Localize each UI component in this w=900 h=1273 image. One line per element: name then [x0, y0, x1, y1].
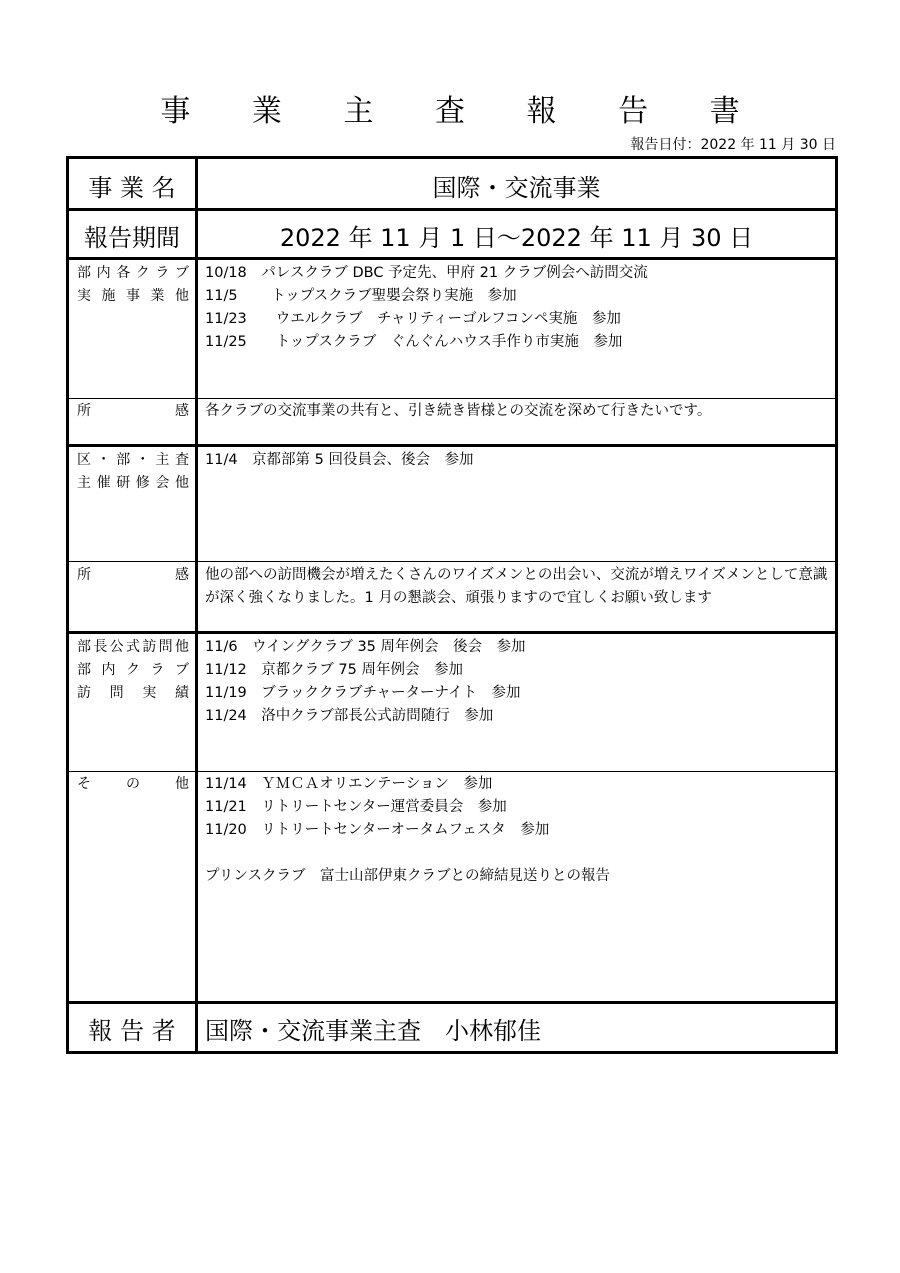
impression-text: 他の部への訪問機会が増えたくさんのワイズメンとの出会い、交流が増えワイズメンとして意識が深く強くなりました。1 月の懇談会、頑張りますので宜しくお願い致します: [205, 567, 828, 606]
list-item: 11/5 トップスクラブ聖嬰会祭り実施 参加: [205, 288, 517, 304]
reporter-label: 報 告 者: [88, 1017, 176, 1045]
row-divider: [69, 771, 835, 772]
list-item: 11/4 京都部第 5 回役員会、後会 参加: [205, 452, 474, 468]
impression-label-text: 所 感: [77, 567, 189, 583]
club-events-label: [77, 262, 189, 308]
impression-label-text: 所 感: [77, 403, 189, 419]
row-divider: [69, 1001, 835, 1004]
list-item: 11/25 トップスクラブ ぐんぐんハウス手作り市実施 参加: [205, 334, 623, 350]
seminar-label: [77, 449, 189, 495]
list-item: [205, 842, 829, 865]
report-period-value: 2022 年 11 月 1 日〜2022 年 11 月 30 日: [279, 224, 754, 252]
business-name-value: 国際・交流事業: [432, 174, 601, 202]
list-item: 11/20 リトリートセンターオータムフェスタ 参加: [205, 822, 550, 838]
seminar-label-line: 区・部・主査: [77, 452, 189, 468]
row-divider: [69, 208, 835, 211]
list-item: 10/18 パレスクラブ DBC 予定先、甲府 21 クラブ例会へ訪問交流: [205, 265, 648, 281]
other-label-text: そ の 他: [77, 776, 189, 792]
row-divider: [69, 444, 835, 447]
official-visits-label: [77, 636, 189, 705]
club-events-label-line: 部内各クラブ: [77, 265, 189, 281]
reporter-value: 国際・交流事業主査 小林郁佳: [205, 1017, 541, 1045]
row-divider: [69, 631, 835, 634]
business-name-label: 事 業 名: [88, 174, 176, 202]
official-visits-label-line: 訪 問 実 績: [77, 685, 189, 701]
official-visits-label-line: 部長公式訪問他: [77, 639, 189, 655]
other-label: [77, 773, 189, 796]
impression-label: [77, 400, 189, 423]
official-visits-list: [205, 636, 829, 728]
list-item: 11/23 ウエルクラブ チャリティーゴルフコンペ実施 参加: [205, 311, 621, 327]
club-events-label-line: 実施事業他: [77, 288, 189, 304]
list-item: 11/24 洛中クラブ部長公式訪問随行 参加: [205, 708, 494, 724]
official-visits-label-line: 部内クラブ: [77, 662, 189, 678]
list-item: 11/14 ＹＭＣＡオリエンテーション 参加: [205, 776, 493, 792]
report-period-label: 報告期間: [84, 224, 180, 252]
other-list: [205, 773, 829, 888]
list-item: プリンスクラブ 富士山部伊東クラブとの締結見送りとの報告: [205, 868, 610, 884]
club-events-list: [205, 262, 829, 354]
list-item: 11/6 ウイングクラブ 35 周年例会 後会 参加: [205, 639, 526, 655]
list-item: 11/21 リトリートセンター運営委員会 参加: [205, 799, 507, 815]
seminar-label-line: 主催研修会他: [77, 475, 189, 491]
report-table: [66, 156, 838, 1054]
seminar-list: [205, 449, 829, 472]
row-divider: [69, 561, 835, 562]
document-title: 事 業 主 査 報 告 書: [160, 94, 766, 129]
row-divider: [69, 257, 835, 260]
impression-label: [77, 564, 189, 587]
report-date: 報告日付：2022 年 11 月 30 日: [630, 137, 836, 153]
list-item: 11/19 ブラッククラブチャーターナイト 参加: [205, 685, 521, 701]
row-divider: [69, 398, 835, 399]
impression-text: 各クラブの交流事業の共有と、引き続き皆様との交流を深めて行きたいです。: [205, 403, 712, 419]
list-item: 11/12 京都クラブ 75 周年例会 参加: [205, 662, 463, 678]
